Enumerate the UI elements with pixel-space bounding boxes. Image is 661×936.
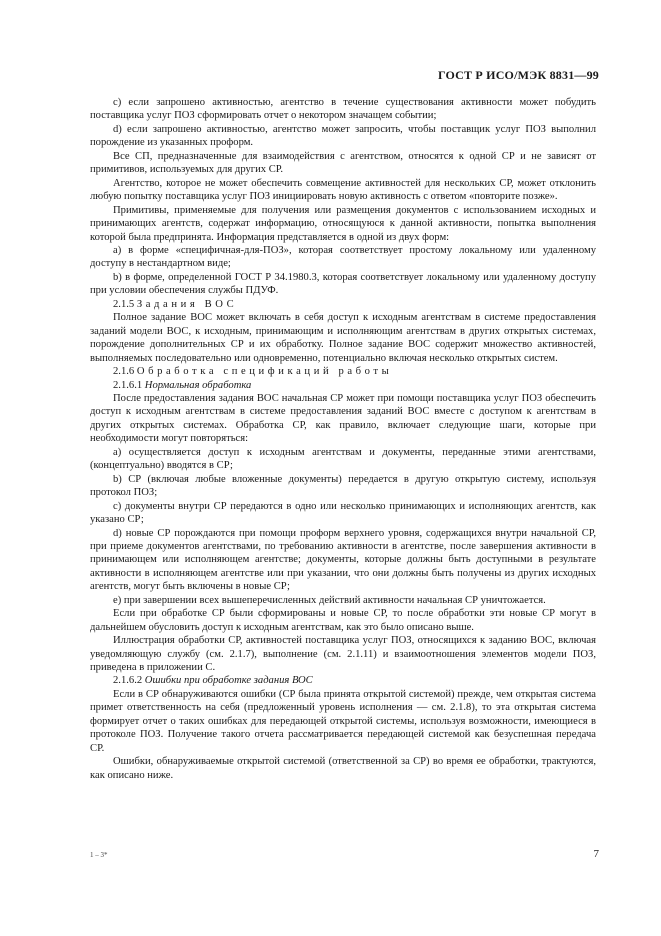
section-number: 2.1.6.1 [113, 379, 143, 391]
paragraph: Примитивы, применяемые для получения или размещения документов с использованием исходных и принимающих агентств, содержат информацию, относящуюся к данной активности, попытка выполнения которой была предпринята. Информация представляется в одной из двух форм: [90, 204, 596, 243]
footer-signature: 1 – 3* [90, 851, 108, 859]
paragraph: Ошибки, обнаруживаемые открытой системой (ответственной за СР) во время ее обработки, трактуются, как описано ниже. [90, 756, 596, 781]
paragraph: d) если запрошено активностью, агентство может запросить, чтобы поставщик услуг ПОЗ выполнил порождение из указанных проформ. [90, 123, 596, 149]
paragraph: Если при обработке СР были сформированы и новые СР, то после обработки эти новые СР могут в дальнейшем обусловить доступ к исходным агентствам, как это было описано выше. [90, 608, 596, 633]
page-header: ГОСТ Р ИСО/МЭК 8831—99 [437, 68, 599, 82]
paragraph: e) при завершении всех вышеперечисленных действий активности начальная СР уничтожается. [113, 594, 546, 606]
section-number: 2.1.5 [113, 298, 135, 310]
paragraph: Если в СР обнаруживаются ошибки (СР была принята открытой системой) прежде, чем открытая система примет ответственность на себя (предложенный уровень исполнения — см. 2.1.8), то эта открытая система формирует отчет о таких ошибках для передающей открытой системы, используя возможности, имеющиеся в протоколе ПОЗ. Получение такого отчета рассматривается передающей системой как безуспешная передача СР. [90, 688, 596, 754]
section-number: 2.1.6.2 [113, 675, 143, 687]
section-number: 2.1.6 [113, 366, 135, 378]
paragraph: Все СП, предназначенные для взаимодействия с агентством, относятся к одной СР и не зависят от примитивов, используемых для других СР. [90, 150, 596, 176]
paragraph: a) в форме «специфичная-для-ПОЗ», которая соответствует простому локальному или удаленному доступу в нестандартном виде; [90, 244, 596, 270]
subsection-heading-2-1-6-2 [90, 674, 596, 687]
paragraph: Агентство, которое не может обеспечить совмещение активностей для нескольких СР, может отклонить любую попытку поставщика услуг ПОЗ инициировать новую активность с ответом «повторите позже». [90, 177, 596, 203]
paragraph: d) новые СР порождаются при помощи проформ верхнего уровня, содержащихся внутри начальной СР, при приеме документов агентствами, по требованию активности в агентстве, после завершения активности в принимающем или исполняющем агентстве; документы, которые должны быть доступными в результате активности в исполняющем агентстве или при указании, что они должны быть получены из других исходных агентств, могут быть включены в новые СР; [90, 527, 596, 593]
paragraph: a) осуществляется доступ к исходным агентствам и документы, переданные этими агентствами, (концептуально) вводятся в СР; [90, 446, 596, 472]
body-text [90, 96, 596, 782]
paragraph: c) документы внутри СР передаются в одно или несколько принимающих и исполняющих агентств, как указано СР; [90, 500, 596, 526]
section-heading-2-1-5 [90, 298, 596, 311]
paragraph: b) СР (включая любые вложенные документы) передается в другую открытую систему, используя протокол ПОЗ; [90, 473, 596, 499]
paragraph: Иллюстрация обработки СР, активностей поставщика услуг ПОЗ, относящихся к заданию ВОС, включая уведомляющую службу (см. 2.1.7), выполнение (см. 2.1.11) и взаимоотношения элементов модели ПОЗ, приведена в приложении С. [90, 635, 596, 674]
subsection-heading-2-1-6-1 [90, 379, 596, 392]
section-heading-2-1-6 [90, 365, 596, 378]
paragraph: После предоставления задания ВОС начальная СР может при помощи поставщика услуг ПОЗ обеспечить доступ к исходным агентствам в системе предоставления заданий ВОС вместе с доступом к агентствам в других открытых системах. Обработка СР, как правило, включает следующие шаги, которые при необходимости могут повторяться: [90, 392, 596, 445]
section-title: Обработка спецификаций работы [136, 366, 393, 378]
section-title: Нормальная обработка [144, 379, 252, 391]
page-number: 7 [593, 848, 599, 860]
section-title: Ошибки при обработке задания ВОС [144, 675, 313, 687]
paragraph: Полное задание ВОС может включать в себя доступ к исходным агентствам в системе предоставления заданий модели ВОС, к исходным, принимающим и исполняющим агентствам в других открытых системах, порождение дополнительных СР и их обработку. Полное задание ВОС содержит множество активностей, выполняемых последовательно или одновременно, потенциально включая несколько открытых систем. [90, 312, 596, 364]
paragraph: b) в форме, определенной ГОСТ Р 34.1980.3, которая соответствует локальному или удаленному доступу при условии обеспечения службы ПДУФ. [90, 271, 596, 297]
paragraph: c) если запрошено активностью, агентство в течение существования активности может побудить поставщика услуг ПОЗ сформировать отчет о некотором значащем событии; [90, 97, 596, 122]
section-title: Задания ВОС [136, 298, 238, 310]
